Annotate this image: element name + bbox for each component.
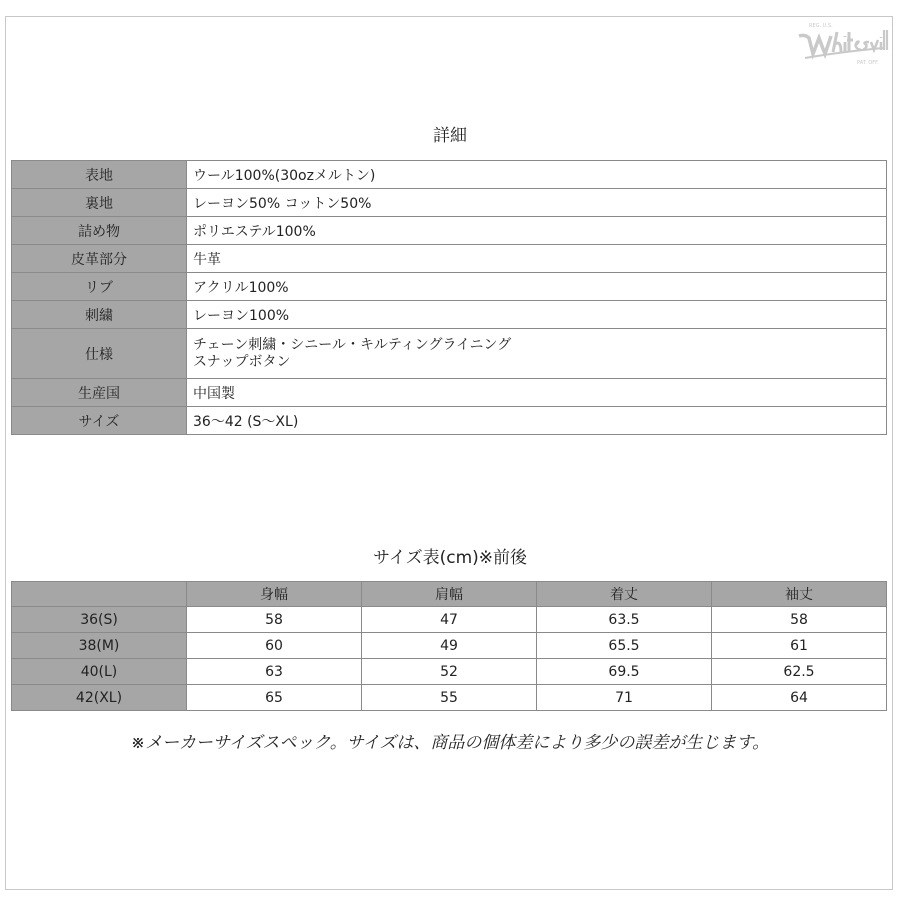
row-value-line: スナップボタン	[193, 353, 291, 370]
table-row	[12, 407, 887, 435]
table-row	[12, 633, 887, 659]
row-label: 裏地	[12, 189, 187, 217]
svg-text:REG. U.S.: REG. U.S.	[809, 23, 833, 29]
table-cell: 62.5	[712, 659, 887, 685]
table-cell: 63.5	[537, 607, 712, 633]
column-header: 着丈	[537, 582, 712, 607]
size-label: 38(M)	[12, 633, 187, 659]
table-cell: 69.5	[537, 659, 712, 685]
size-table-title: サイズ表(cm)※前後	[372, 548, 528, 568]
column-header: 袖丈	[712, 582, 887, 607]
row-label: 刺繍	[12, 301, 187, 329]
row-value: ポリエステル100%	[187, 217, 887, 245]
page-frame	[5, 16, 893, 890]
table-row	[12, 273, 887, 301]
row-label: サイズ	[12, 407, 187, 435]
column-header	[12, 582, 187, 607]
column-header: 身幅	[187, 582, 362, 607]
row-label: 仕様	[12, 329, 187, 379]
details-table	[11, 160, 887, 435]
table-cell: 71	[537, 685, 712, 711]
whitesville-logo	[795, 18, 890, 68]
table-row	[12, 329, 887, 379]
row-label: リブ	[12, 273, 187, 301]
row-value	[187, 329, 887, 379]
table-cell: 47	[362, 607, 537, 633]
size-label: 36(S)	[12, 607, 187, 633]
table-row	[12, 685, 887, 711]
svg-text:PAT. OFF.: PAT. OFF.	[857, 60, 879, 66]
table-row	[12, 659, 887, 685]
table-header-row	[12, 582, 887, 607]
row-label: 詰め物	[12, 217, 187, 245]
row-value: レーヨン50% コットン50%	[187, 189, 887, 217]
size-label: 40(L)	[12, 659, 187, 685]
table-cell: 65	[187, 685, 362, 711]
details-title: 詳細	[433, 126, 467, 146]
row-value: 牛革	[187, 245, 887, 273]
table-row	[12, 161, 887, 189]
row-label: 表地	[12, 161, 187, 189]
table-cell: 61	[712, 633, 887, 659]
table-cell: 64	[712, 685, 887, 711]
table-cell: 52	[362, 659, 537, 685]
column-header: 肩幅	[362, 582, 537, 607]
row-value-line: チェーン刺繍・シニール・キルティングライニング	[193, 336, 512, 353]
table-row	[12, 379, 887, 407]
table-row	[12, 189, 887, 217]
table-cell: 58	[187, 607, 362, 633]
size-note: ※メーカーサイズスペック。サイズは、商品の個体差により多少の誤差が生じます。	[130, 733, 770, 753]
row-value: ウール100%(30ozメルトン)	[187, 161, 887, 189]
table-cell: 65.5	[537, 633, 712, 659]
size-table	[11, 581, 887, 711]
table-cell: 63	[187, 659, 362, 685]
table-row	[12, 217, 887, 245]
row-label: 皮革部分	[12, 245, 187, 273]
row-value: 36〜42 (S〜XL)	[187, 407, 887, 435]
row-value: アクリル100%	[187, 273, 887, 301]
table-cell: 60	[187, 633, 362, 659]
size-label: 42(XL)	[12, 685, 187, 711]
table-cell: 49	[362, 633, 537, 659]
table-cell: 58	[712, 607, 887, 633]
row-value: レーヨン100%	[187, 301, 887, 329]
row-label: 生産国	[12, 379, 187, 407]
table-row	[12, 301, 887, 329]
row-value: 中国製	[187, 379, 887, 407]
table-row	[12, 607, 887, 633]
table-row	[12, 245, 887, 273]
table-cell: 55	[362, 685, 537, 711]
